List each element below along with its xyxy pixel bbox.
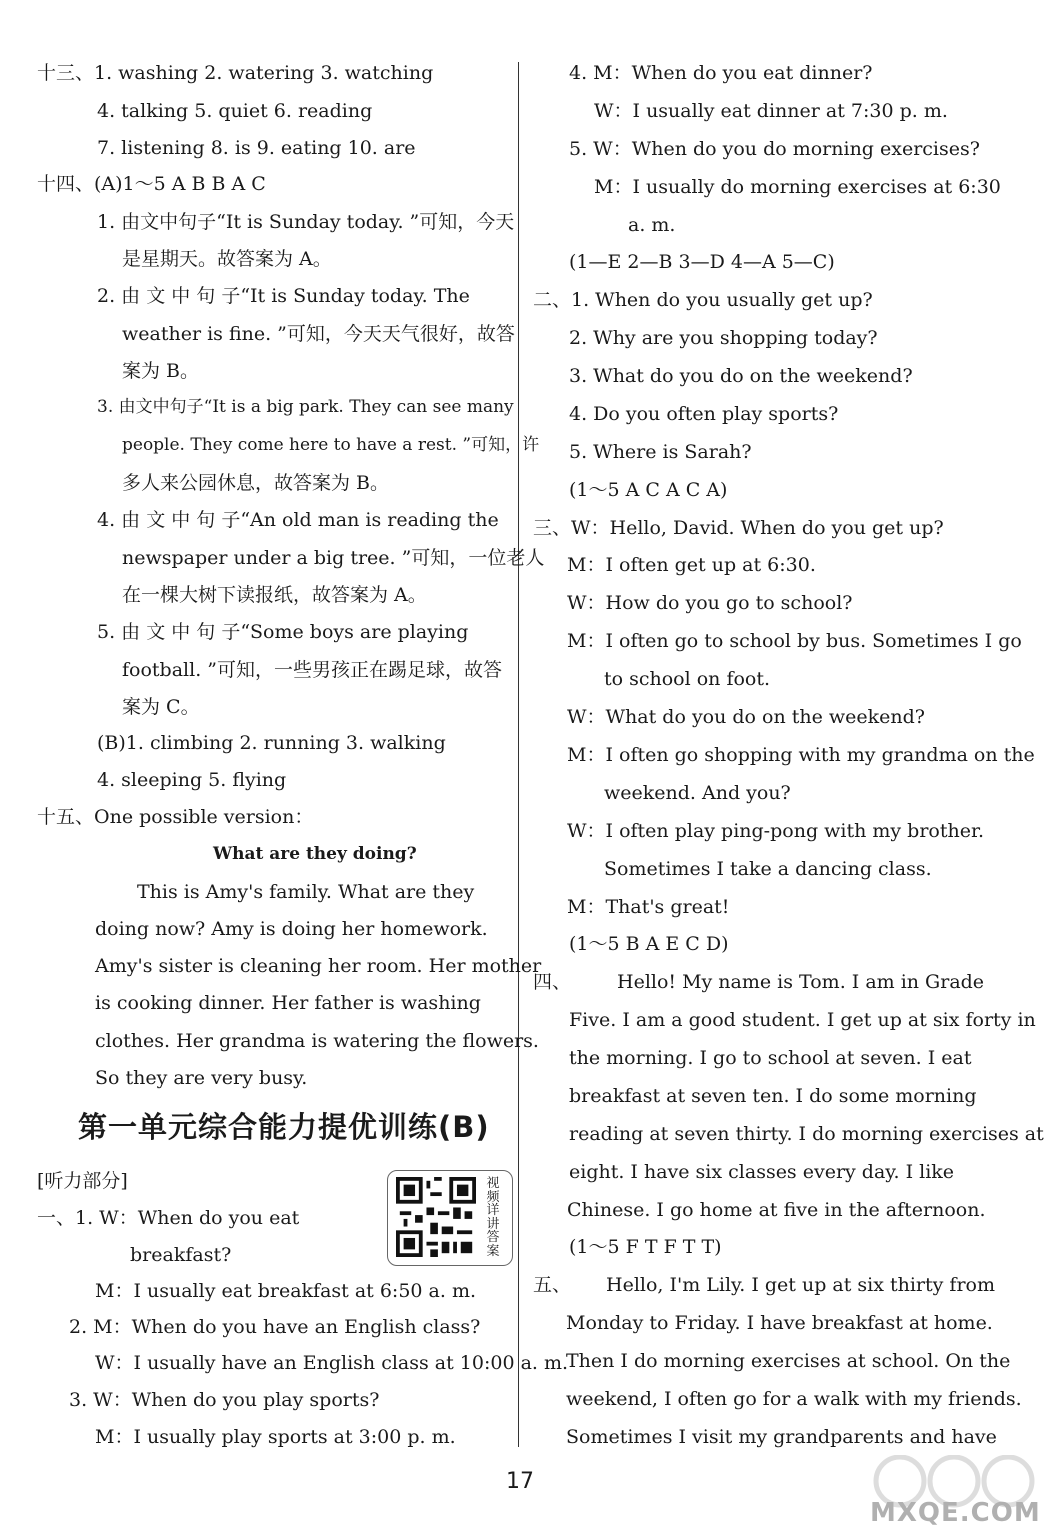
- text-line: Five. I am a good student. I get up at six forty in: [569, 1009, 1036, 1031]
- column-divider: [518, 62, 519, 1447]
- text-line: 5. W：When do you do morning exercises?: [569, 138, 980, 160]
- text-line: (1～5 A C A C A): [569, 479, 728, 501]
- text-line: 2. Why are you shopping today?: [569, 327, 878, 349]
- text-line: 三、W：Hello, David. When do you get up?: [533, 517, 944, 539]
- listening-section-label: [听力部分]: [37, 1170, 128, 1192]
- text-line: the morning. I go to school at seven. I eat: [569, 1047, 972, 1069]
- text-line: doing now? Amy is doing her homework.: [95, 918, 488, 940]
- text-line: W：I often play ping-pong with my brother.: [567, 820, 985, 842]
- text-line: 5. Where is Sarah?: [569, 441, 752, 463]
- text-line: 3. What do you do on the weekend?: [569, 365, 913, 387]
- text-line: 1. 由文中句子“It is Sunday today. ”可知，今天: [97, 211, 515, 233]
- text-line: So they are very busy.: [95, 1067, 308, 1089]
- text-line: 十四、(A)1～5 A B B A C: [37, 173, 266, 195]
- qr-code-icon: [396, 1177, 476, 1257]
- text-line: weather is fine. ”可知，今天天气很好，故答: [122, 323, 515, 345]
- text-line: newspaper under a big tree. ”可知，一位老人: [122, 547, 545, 569]
- text-line: 案为 C。: [122, 696, 200, 718]
- text-line: weekend, I often go for a walk with my friends.: [566, 1388, 1022, 1410]
- text-line: 一、1. W：When do you eat: [37, 1207, 300, 1229]
- text-line: W：What do you do on the weekend?: [567, 706, 925, 728]
- text-line: M：I often get up at 6:30.: [567, 554, 816, 576]
- text-line: 十五、One possible version：: [37, 806, 314, 828]
- text-line: (B)1. climbing 2. running 3. walking: [97, 732, 446, 754]
- qr-label: 视频详讲答案: [486, 1176, 500, 1259]
- text-line: (1～5 F T F T T): [569, 1236, 722, 1258]
- text-line: 多人来公园休息，故答案为 B。: [122, 472, 390, 494]
- text-line: M：That's great!: [567, 896, 730, 918]
- text-line: 是星期天。故答案为 A。: [122, 248, 332, 270]
- text-line: 3. W：When do you play sports?: [69, 1389, 380, 1411]
- text-line: 4. talking 5. quiet 6. reading: [97, 100, 373, 122]
- page-number: 17: [506, 1469, 534, 1494]
- text-line: to school on foot.: [604, 668, 771, 690]
- text-line: (1—E 2—B 3—D 4—A 5—C): [569, 251, 835, 273]
- text-line: 4. M：When do you eat dinner?: [569, 62, 873, 84]
- text-line: 4. sleeping 5. flying: [97, 769, 287, 791]
- qr-code-box[interactable]: [387, 1170, 513, 1266]
- text-line: eight. I have six classes every day. I like: [569, 1161, 955, 1183]
- text-line: 7. listening 8. is 9. eating 10. are: [97, 137, 416, 159]
- text-line: breakfast?: [130, 1244, 232, 1266]
- text-line: W：I usually have an English class at 10:00 a. m.: [95, 1352, 569, 1374]
- text-line: 二、1. When do you usually get up?: [533, 289, 873, 311]
- text-line: clothes. Her grandma is watering the flowers.: [95, 1030, 539, 1052]
- text-line: a. m.: [628, 214, 676, 236]
- watermark-text: MXQE.COM: [870, 1498, 1041, 1528]
- text-line: breakfast at seven ten. I do some morning: [569, 1085, 977, 1107]
- section-title: 第一单元综合能力提优训练(B): [78, 1110, 490, 1144]
- section-number: 五、: [533, 1274, 572, 1296]
- text-line: reading at seven thirty. I do morning exercises at: [569, 1123, 1044, 1145]
- text-line: M：I usually do morning exercises at 6:30: [594, 176, 1001, 198]
- text-line: M：I usually eat breakfast at 6:50 a. m.: [95, 1280, 477, 1302]
- section-number: 四、: [533, 971, 572, 993]
- text-line: (1～5 B A E C D): [569, 933, 729, 955]
- text-line: This is Amy's family. What are they: [137, 881, 475, 903]
- text-line: W：How do you go to school?: [567, 592, 853, 614]
- text-line: is cooking dinner. Her father is washing: [95, 992, 481, 1014]
- text-line: Sometimes I take a dancing class.: [604, 858, 932, 880]
- text-line: football. ”可知，一些男孩正在踢足球，故答: [122, 659, 502, 681]
- text-line: M：I often go shopping with my grandma on the: [567, 744, 1035, 766]
- text-line: 4. Do you often play sports?: [569, 403, 839, 425]
- text-line: 4. 由 文 中 句 子“An old man is reading the: [97, 509, 499, 531]
- essay-title: What are they doing?: [213, 844, 417, 864]
- text-line: W：I usually eat dinner at 7:30 p. m.: [594, 100, 948, 122]
- text-line: 5. 由 文 中 句 子“Some boys are playing: [97, 621, 469, 643]
- text-line: 3. 由文中句子“It is a big park. They can see many: [97, 397, 514, 417]
- text-line: 案为 B。: [122, 360, 200, 382]
- text-line: Amy's sister is cleaning her room. Her mother: [95, 955, 542, 977]
- text-line: people. They come here to have a rest. ”可知，许: [122, 435, 540, 455]
- text-line: M：I usually play sports at 3:00 p. m.: [95, 1426, 456, 1448]
- text-line: Chinese. I go home at five in the afternoon.: [567, 1199, 986, 1221]
- text-line: Then I do morning exercises at school. On the: [566, 1350, 1011, 1372]
- text-line: weekend. And you?: [604, 782, 791, 804]
- text-line: 十三、1. washing 2. watering 3. watching: [37, 62, 434, 84]
- text-line: 2. M：When do you have an English class?: [69, 1316, 481, 1338]
- text-line: Sometimes I visit my grandparents and have: [566, 1426, 997, 1448]
- text-line: Hello! My name is Tom. I am in Grade: [617, 971, 985, 993]
- text-line: 在一棵大树下读报纸，故答案为 A。: [122, 584, 427, 606]
- text-line: 2. 由 文 中 句 子“It is Sunday today. The: [97, 285, 470, 307]
- text-line: M：I often go to school by bus. Sometimes I go: [567, 630, 1022, 652]
- text-line: Monday to Friday. I have breakfast at home.: [566, 1312, 993, 1334]
- text-line: Hello, I'm Lily. I get up at six thirty from: [606, 1274, 995, 1296]
